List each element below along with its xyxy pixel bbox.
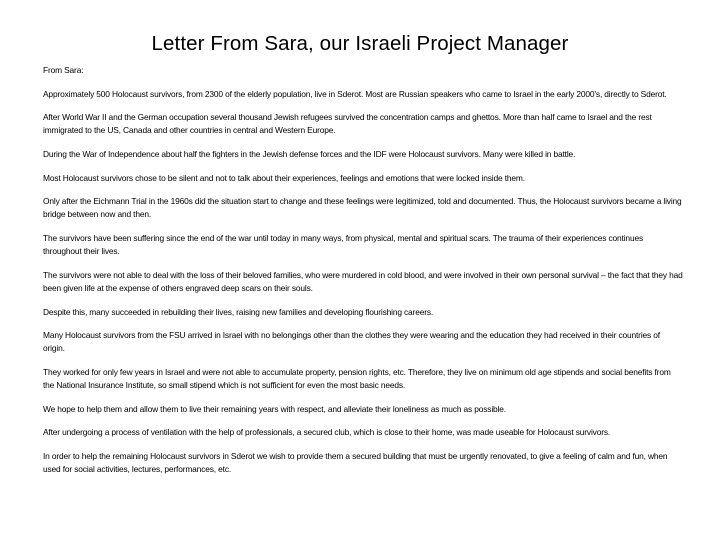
paragraph: The survivors have been suffering since the end of the war until today in many ways, from physical, mental and spiritual scars. The trauma of their experiences continues throughout their lives.	[43, 232, 643, 257]
paragraph: Many Holocaust survivors from the FSU arrived in Israel with no belongings other than the clothes they were wearing and the education they had received in their countries of origin.	[43, 330, 660, 354]
letter-body	[43, 64, 683, 487]
page-title: Letter From Sara, our Israeli Project Manager	[151, 32, 569, 55]
paragraph: During the War of Independence about half the fighters in the Jewish defense forces and the IDF were Holocaust survivors. Many were killed in battle.	[43, 148, 576, 159]
paragraph: We hope to help them and allow them to live their remaining years with respect, and alleviate their loneliness as much as possible.	[43, 403, 506, 414]
paragraph: Only after the Eichmann Trial in the 1960s did the situation start to change and these feelings were legitimized, told and documented. Thus, the Holocaust survivors became a living bridge between now and then.	[43, 196, 682, 220]
paragraph: After undergoing a process of ventilation with the help of professionals, a secured club, which is close to their home, was made useable for Holocaust survivors.	[43, 427, 611, 438]
salutation: From Sara:	[43, 65, 84, 75]
paragraph: Most Holocaust survivors chose to be silent and not to talk about their experiences, feelings and emotions that were locked inside them.	[43, 172, 525, 183]
paragraph: After World War II and the German occupation several thousand Jewish refugees survived the concentration camps and ghettos. More than half came to Israel and the rest immigrated to the US, Canada and other countries in central and Western Europe.	[43, 112, 652, 136]
paragraph: In order to help the remaining Holocaust survivors in Sderot we wish to provide them a secured building that must be urgently renovated, to give a feeling of calm and fun, when used for social activities, lectures, performances, etc.	[43, 450, 668, 475]
paragraph: The survivors were not able to deal with the loss of their beloved families, who were murdered in cold blood, and were involved in their own personal survival – the fact that they had been given life at the expense of others engraved deep scars on their souls.	[43, 269, 683, 293]
paragraph: Despite this, many succeeded in rebuilding their lives, raising new families and developing flourishing careers.	[43, 306, 434, 317]
paragraph: Approximately 500 Holocaust survivors, from 2300 of the elderly population, live in Sderot. Most are Russian speakers who came to Israel in the early 2000’s, directly to Sderot.	[43, 88, 667, 99]
paragraph: They worked for only few years in Israel and were not able to accumulate property, pension rights, etc. Therefore, they live on minimum old age stipends and social benefits from the National Insurance Institute, so small stipend which is not sufficient for even the most basic needs.	[43, 366, 671, 391]
